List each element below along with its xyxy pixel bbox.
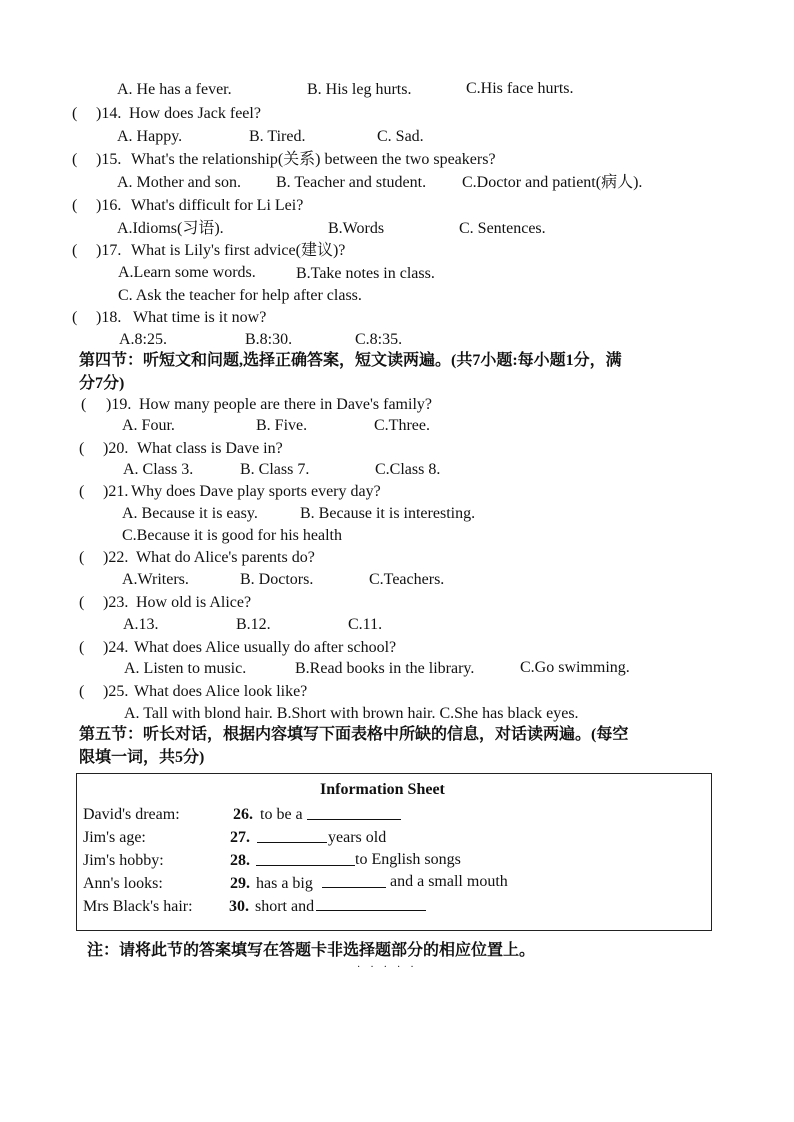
q14-option-c: C. Sad. (377, 128, 424, 145)
q21-option-c: C.Because it is good for his health (122, 527, 342, 544)
q23-number: )23. (103, 594, 129, 611)
sheet-label-jim-hobby: Jim's hobby: (83, 852, 164, 869)
information-sheet-title: Information Sheet (320, 781, 445, 798)
q14-option-b: B. Tired. (249, 128, 306, 145)
q25-options: A. Tall with blond hair. B.Short with brown hair. C.She has black eyes. (124, 705, 579, 722)
q15-option-b: B. Teacher and student. (276, 174, 427, 191)
q21-number: )21. (103, 483, 129, 500)
sheet-number-30: 30. (229, 898, 249, 915)
q24-paren: ( (79, 639, 85, 656)
q24-option-a: A. Listen to music. (124, 660, 247, 677)
q19-paren: ( (81, 396, 87, 413)
q18-paren: ( (72, 309, 78, 326)
q25-number: )25. (103, 683, 129, 700)
sheet-text-28: to English songs (355, 851, 461, 868)
q13-option-a: A. He has a fever. (117, 81, 232, 98)
q25-stem: What does Alice look like? (134, 683, 308, 700)
q18-option-b: B.8:30. (245, 331, 293, 348)
sheet-text-29-post: and a small mouth (390, 873, 508, 890)
q22-option-c: C.Teachers. (369, 571, 445, 588)
q19-stem: How many people are there in Dave's family? (139, 396, 432, 413)
q22-paren: ( (79, 549, 85, 566)
sheet-text-27: years old (328, 829, 387, 846)
q14-paren: ( (72, 105, 78, 122)
q18-stem: What time is it now? (133, 309, 267, 326)
q19-option-c: C.Three. (374, 417, 430, 434)
q16-option-a: A.Idioms(习语). (117, 220, 224, 237)
q18-number: )18. (96, 309, 122, 326)
q17-paren: ( (72, 242, 78, 259)
q22-option-b: B. Doctors. (240, 571, 314, 588)
q24-stem: What does Alice usually do after school? (134, 639, 397, 656)
q20-stem: What class is Dave in? (137, 440, 283, 457)
q21-stem: Why does Dave play sports every day? (131, 483, 381, 500)
q24-option-c: C.Go swimming. (520, 659, 630, 676)
q24-option-b: B.Read books in the library. (295, 660, 475, 677)
sheet-number-29: 29. (230, 875, 250, 892)
q14-number: )14. (96, 105, 122, 122)
sheet-text-30: short and (255, 898, 315, 915)
q22-stem: What do Alice's parents do? (136, 549, 315, 566)
q16-stem: What's difficult for Li Lei? (131, 197, 304, 214)
q19-option-b: B. Five. (256, 417, 308, 434)
q14-stem: How does Jack feel? (129, 105, 261, 122)
sheet-label-david-dream: David's dream: (83, 806, 180, 823)
q16-option-c: C. Sentences. (459, 220, 546, 237)
q18-option-c: C.8:35. (355, 331, 403, 348)
sheet-number-28: 28. (230, 852, 250, 869)
sheet-number-26: 26. (233, 806, 253, 823)
q22-number: )22. (103, 549, 129, 566)
q22-option-a: A.Writers. (122, 571, 189, 588)
q16-paren: ( (72, 197, 78, 214)
q13-option-b: B. His leg hurts. (307, 81, 412, 98)
q23-option-b: B.12. (236, 616, 271, 633)
q17-number: )17. (96, 242, 122, 259)
q16-option-b: B.Words (328, 220, 385, 237)
answer-blank-27[interactable] (257, 828, 327, 843)
section4-heading-line2: 分7分) (79, 375, 125, 392)
q21-paren: ( (79, 483, 85, 500)
q17-option-c: C. Ask the teacher for help after class. (118, 287, 362, 304)
q16-number: )16. (96, 197, 122, 214)
answer-sheet-note: 注：请将此节的答案填写在答题卡非选择题部分的相应位置上。 (87, 942, 536, 959)
q21-option-b: B. Because it is interesting. (300, 505, 476, 522)
answer-blank-29[interactable] (322, 873, 386, 888)
q18-option-a: A.8:25. (119, 331, 167, 348)
q24-number: )24. (103, 639, 129, 656)
q15-option-a: A. Mother and son. (117, 174, 241, 191)
answer-blank-28[interactable] (256, 851, 355, 866)
answer-blank-26[interactable] (307, 805, 401, 820)
sheet-label-ann-looks: Ann's looks: (83, 875, 163, 892)
sheet-text-29-pre: has a big (256, 875, 313, 892)
q13-option-c: C.His face hurts. (466, 80, 574, 97)
q20-option-a: A. Class 3. (123, 461, 194, 478)
q15-number: )15. (96, 151, 122, 168)
sheet-label-jim-age: Jim's age: (83, 829, 146, 846)
q20-paren: ( (79, 440, 85, 457)
q15-option-c: C.Doctor and patient(病人). (462, 174, 643, 191)
q20-option-b: B. Class 7. (240, 461, 310, 478)
sheet-number-27: 27. (230, 829, 250, 846)
q17-option-b: B.Take notes in class. (296, 265, 435, 282)
q19-number: )19. (106, 396, 132, 413)
sheet-label-mrs-black-hair: Mrs Black's hair: (83, 898, 193, 915)
emphasis-dots: ····· (357, 962, 424, 973)
answer-blank-30[interactable] (316, 896, 426, 911)
q23-stem: How old is Alice? (136, 594, 252, 611)
q20-number: )20. (103, 440, 129, 457)
q25-paren: ( (79, 683, 85, 700)
q23-option-a: A.13. (123, 616, 159, 633)
q15-stem: What's the relationship(关系) between the two speakers? (131, 151, 496, 168)
q17-stem: What is Lily's first advice(建议)? (131, 242, 346, 259)
sheet-text-26: to be a (260, 806, 303, 823)
q21-option-a: A. Because it is easy. (122, 505, 258, 522)
q23-option-c: C.11. (348, 616, 383, 633)
q20-option-c: C.Class 8. (375, 461, 441, 478)
section4-heading-line1: 第四节：听短文和问题,选择正确答案，短文读两遍。(共7小题:每小题1分，满 (79, 352, 622, 369)
q23-paren: ( (79, 594, 85, 611)
q15-paren: ( (72, 151, 78, 168)
section5-heading-line1: 第五节：听长对话，根据内容填写下面表格中所缺的信息，对话读两遍。(每空 (79, 726, 629, 743)
section5-heading-line2: 限填一词，共5分) (79, 749, 205, 766)
q19-option-a: A. Four. (122, 417, 175, 434)
q14-option-a: A. Happy. (117, 128, 183, 145)
q17-option-a: A.Learn some words. (118, 264, 256, 281)
